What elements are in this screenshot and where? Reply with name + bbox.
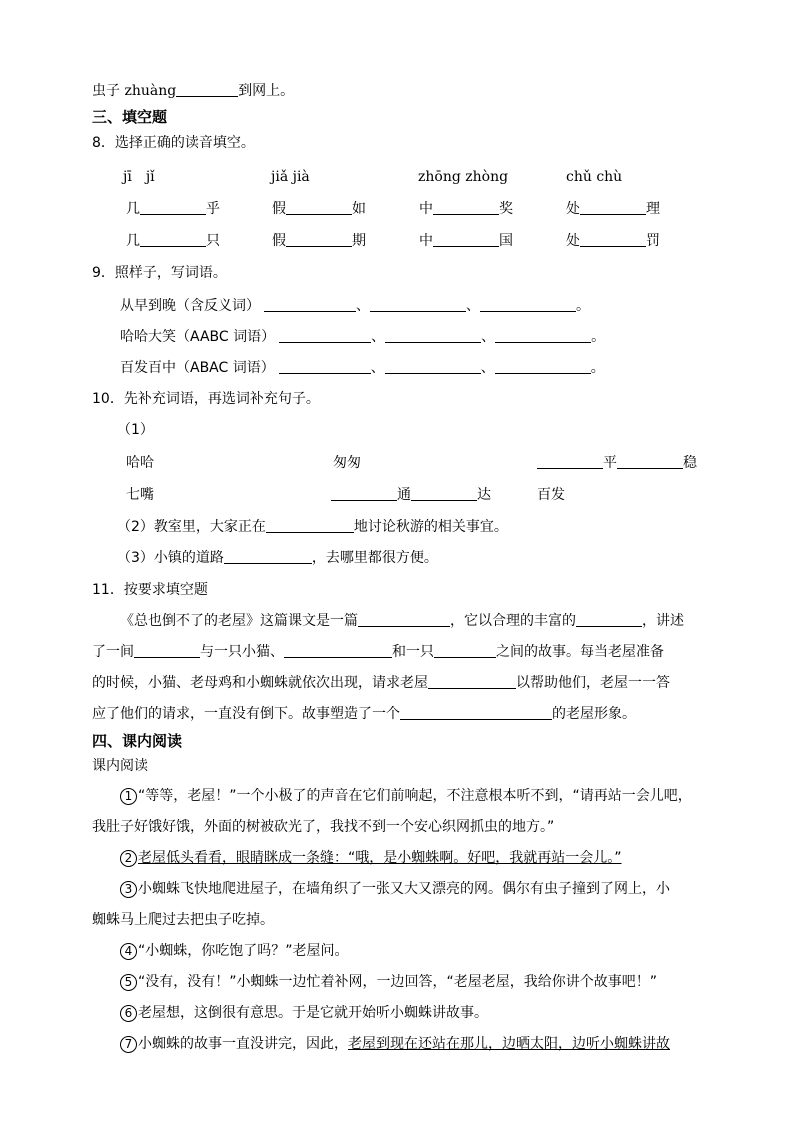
q11-text: 和一只	[392, 644, 434, 660]
q10-word-qizui: 七嘴	[126, 487, 154, 503]
q8-title: 8．选择正确的读音填空。	[92, 135, 255, 151]
paragraph-number: 2	[120, 850, 137, 867]
q11-line-1	[120, 611, 684, 631]
q8-r1-c2	[272, 199, 366, 219]
answer-blank[interactable]	[286, 231, 352, 247]
reading-text-underlined: 老屋到现在还站在那儿，边晒太阳，边听小蜘蛛讲故	[348, 1036, 670, 1052]
q8-char: 几	[126, 233, 140, 249]
answer-blank[interactable]	[358, 611, 450, 627]
answer-blank[interactable]	[286, 199, 352, 215]
reading-p3-b: 蜘蛛马上爬过去把虫子吃掉。	[92, 912, 274, 928]
reading-text: “小蜘蛛，你吃饱了吗？”老屋问。	[138, 943, 349, 959]
top-line-pre: 虫子 zhuàng	[92, 83, 177, 99]
q8-char: 如	[352, 201, 366, 217]
end-mark: 。	[590, 360, 605, 376]
q8-char: 乎	[206, 201, 220, 217]
answer-blank[interactable]	[266, 517, 354, 533]
q8-r2-c4	[566, 231, 660, 251]
paragraph-number: 4	[120, 943, 137, 960]
q9-row-2	[120, 327, 605, 347]
q8-char: 罚	[646, 233, 660, 249]
q10-char: 通	[397, 487, 411, 503]
q10-sentence-2	[117, 517, 508, 537]
answer-blank[interactable]	[576, 611, 642, 627]
q8-r1-c3	[419, 199, 513, 219]
q9-label: 百发百中（ABAC 词语）	[120, 360, 275, 376]
q8-char: 中	[419, 201, 433, 217]
section-4-subtitle: 课内阅读	[92, 758, 148, 774]
q9-label: 哈哈大笑（AABC 词语）	[120, 329, 276, 345]
q11-text: 了一间	[92, 644, 134, 660]
reading-p2	[120, 848, 622, 868]
sep: 、	[480, 360, 495, 376]
q10-s2-post: 地讨论秋游的相关事宜。	[353, 519, 508, 535]
q9-title: 9．照样子，写词语。	[92, 265, 227, 281]
answer-blank[interactable]	[433, 231, 499, 247]
answer-blank[interactable]	[580, 199, 646, 215]
q11-text: 的时候，小猫、老母鸡和小蜘蛛就依次出现，请求老屋	[92, 675, 428, 691]
q8-char: 假	[272, 233, 286, 249]
answer-blank[interactable]	[434, 642, 496, 658]
answer-blank[interactable]	[400, 704, 552, 720]
q10-s2-pre: （2）教室里，大家正在	[117, 519, 266, 535]
q8-pinyin-4: chǔ chù	[566, 169, 623, 185]
q8-char: 期	[352, 233, 366, 249]
q11-text: ，它以合理的丰富的	[450, 613, 576, 629]
paragraph-number: 6	[120, 1005, 137, 1022]
q8-char: 理	[646, 201, 660, 217]
q11-text: 之间的故事。每当老屋准备	[496, 644, 664, 660]
answer-blank[interactable]	[537, 453, 603, 469]
q11-line-2	[92, 642, 664, 662]
q8-char: 处	[566, 201, 580, 217]
q8-r2-c2	[272, 231, 366, 251]
q11-text: 应了他们的请求，一直没有倒下。故事塑造了一个	[92, 706, 400, 722]
q8-r2-c1	[126, 231, 220, 251]
reading-p1-b: 我肚子好饿好饿，外面的树被砍光了，我找不到一个安心织网抓虫的地方。”	[92, 819, 555, 835]
q10-tong-da	[331, 485, 491, 505]
q8-r1-c1	[126, 199, 220, 219]
q8-pinyin-3: zhōng zhòng	[418, 169, 509, 185]
reading-p3-a	[120, 879, 670, 899]
q11-text: 的老屋形象。	[552, 706, 636, 722]
q8-r1-c4	[566, 199, 660, 219]
answer-blank[interactable]	[331, 485, 397, 501]
sep: 、	[370, 360, 385, 376]
q10-word-baifa: 百发	[537, 487, 565, 503]
paragraph-number: 7	[120, 1036, 137, 1053]
q10-char: 平	[603, 455, 617, 471]
answer-blank[interactable]	[495, 358, 591, 374]
q10-sub1: （1）	[117, 422, 154, 438]
answer-blank[interactable]	[580, 231, 646, 247]
sep: 、	[371, 329, 386, 345]
answer-blank[interactable]	[480, 296, 576, 312]
q11-title: 11．按要求填空题	[92, 582, 208, 598]
paragraph-number: 3	[120, 881, 137, 898]
q11-text: 《总也倒不了的老屋》这篇课文是一篇	[120, 613, 358, 629]
q9-row-3	[120, 358, 605, 378]
section-4-title: 四、课内阅读	[92, 732, 183, 750]
reading-p5	[120, 972, 657, 992]
top-line-post: 到网上。	[238, 83, 295, 99]
reading-text: “等等，老屋！”一个小极了的声音在它们前响起，不注意根本听不到，“请再站一会儿吧，	[138, 788, 692, 804]
answer-blank[interactable]	[134, 642, 200, 658]
answer-blank[interactable]	[279, 358, 371, 374]
reading-text: 老屋想，这倒很有意思。于是它就开始听小蜘蛛讲故事。	[138, 1005, 488, 1021]
section-3-title: 三、填空题	[92, 108, 168, 126]
q10-s3-post: ，去哪里都很方便。	[311, 550, 438, 566]
answer-blank[interactable]	[140, 199, 206, 215]
paragraph-number: 5	[120, 974, 137, 991]
reading-text: 小蜘蛛飞快地爬进屋子，在墙角织了一张又大又漂亮的网。偶尔有虫子撞到了网上，小	[138, 881, 670, 897]
reading-text: 小蜘蛛的故事一直没讲完，因此，	[138, 1036, 348, 1052]
paragraph-number: 1	[120, 788, 137, 805]
q8-char: 奖	[499, 201, 513, 217]
q10-word-haha: 哈哈	[126, 455, 154, 471]
q11-text: 与一只小猫、	[200, 644, 284, 660]
reading-p4	[120, 941, 349, 961]
q8-pinyin-1: jī jǐ	[123, 169, 155, 185]
q10-title: 10．先补充词语，再选词补充句子。	[92, 391, 320, 407]
q10-char: 稳	[683, 455, 697, 471]
q9-label: 从早到晚（含反义词）	[120, 298, 260, 314]
q8-char: 中	[419, 233, 433, 249]
answer-blank[interactable]	[411, 485, 477, 501]
answer-blank[interactable]	[495, 327, 591, 343]
answer-blank[interactable]	[385, 358, 481, 374]
sep: 、	[481, 329, 496, 345]
reading-text: “没有，没有！”小蜘蛛一边忙着补网，一边回答，“老屋老屋，我给你讲个故事吧！”	[138, 974, 658, 990]
answer-blank[interactable]	[617, 453, 683, 469]
answer-blank[interactable]	[428, 673, 516, 689]
reading-text-underlined: 老屋低头看看，眼睛眯成一条缝：“哦，是小蜘蛛啊。好吧，我就再站一会儿。”	[138, 850, 622, 866]
q8-r2-c3	[419, 231, 513, 251]
q8-char: 假	[272, 201, 286, 217]
q11-line-3	[92, 673, 670, 693]
reading-p6	[120, 1003, 488, 1023]
q8-char: 国	[499, 233, 513, 249]
top-line	[92, 81, 294, 101]
answer-blank[interactable]	[264, 296, 356, 312]
q10-s3-pre: （3）小镇的道路	[117, 550, 224, 566]
q10-word-congcong: 匆匆	[333, 455, 361, 471]
sep: 、	[356, 298, 370, 314]
q11-text: 以帮助他们，老屋一一答	[516, 675, 670, 691]
reading-p1-a	[120, 786, 692, 806]
q10-char: 达	[477, 487, 491, 503]
sep: 、	[466, 298, 480, 314]
q10-sentence-3	[117, 548, 438, 568]
q9-row-1	[120, 296, 590, 316]
answer-blank[interactable]	[370, 296, 466, 312]
q8-char: 只	[206, 233, 220, 249]
answer-blank[interactable]	[279, 327, 371, 343]
q8-char: 处	[566, 233, 580, 249]
q8-pinyin-2: jiǎ jià	[271, 169, 310, 185]
q10-ping-wen	[537, 453, 697, 473]
answer-blank[interactable]	[284, 642, 392, 658]
end-mark: 。	[591, 329, 606, 345]
answer-blank[interactable]	[385, 327, 481, 343]
answer-blank[interactable]	[433, 199, 499, 215]
answer-blank[interactable]	[140, 231, 206, 247]
q11-text: ，讲述	[642, 613, 684, 629]
end-mark: 。	[576, 298, 590, 314]
q11-line-4	[92, 704, 636, 724]
reading-p7	[120, 1034, 670, 1054]
answer-blank[interactable]	[176, 81, 238, 97]
q8-char: 几	[126, 201, 140, 217]
answer-blank[interactable]	[224, 548, 312, 564]
